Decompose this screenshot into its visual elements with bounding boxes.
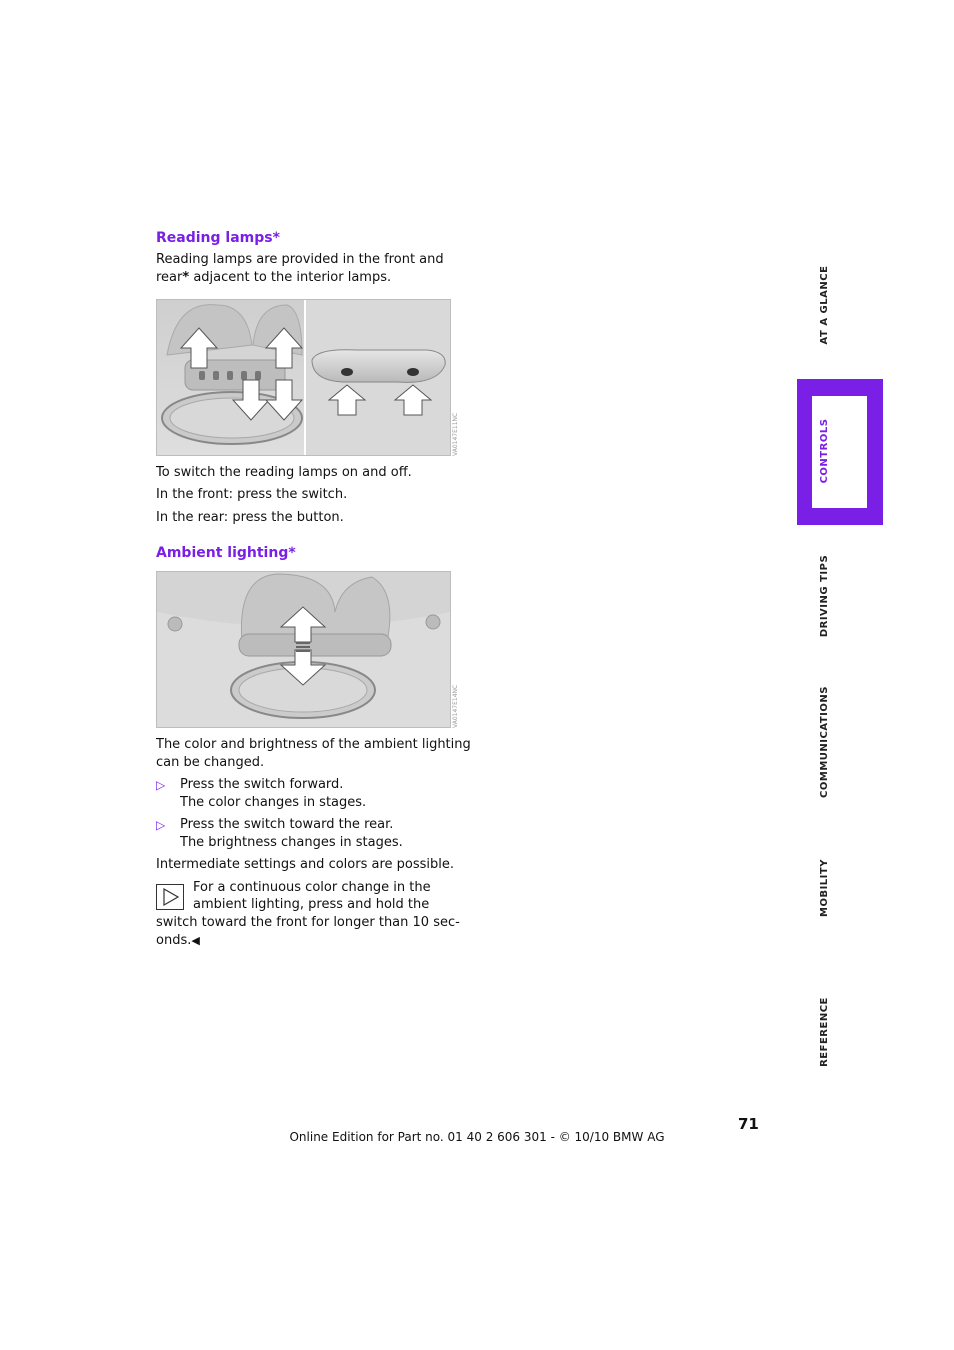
tab-communications[interactable]: COMMUNICATIONS — [819, 686, 830, 798]
tab-controls[interactable]: CONTROLS — [819, 418, 830, 484]
footer-text: Online Edition for Part no. 01 40 2 606 301 - © 10/10 BMW AG — [289, 1130, 665, 1144]
tab-reference[interactable]: REFERENCE — [819, 997, 830, 1067]
ambient-intro — [156, 736, 471, 772]
section-heading-ambient-lighting: Ambient lighting* — [156, 545, 296, 561]
ambient-after-bullets: Intermediate settings and colors are possible. — [156, 857, 454, 872]
note-line-1: For a continuous color change in the — [193, 880, 431, 895]
section-heading-reading-lamps: Reading lamps* — [156, 230, 280, 246]
intro-line-2: rear* adjacent to the interior lamps. — [156, 270, 392, 285]
note-line-4: onds.◀ — [156, 933, 200, 948]
intro-line-2: can be changed. — [156, 755, 265, 770]
note-line-2: ambient lighting, press and hold the — [193, 897, 430, 912]
bullet-line-2: The color changes in stages. — [180, 795, 367, 810]
note-line-3: switch toward the front for longer than 10 sec- — [156, 915, 460, 930]
reading-lamps-para-2: In the front: press the switch. — [156, 487, 348, 502]
reading-lamps-para-1: To switch the reading lamps on and off. — [156, 465, 412, 480]
end-marker-icon: ◀ — [191, 934, 200, 947]
note-triangle-icon — [156, 884, 184, 910]
reading-lamps-figure — [156, 299, 451, 456]
ambient-lighting-figure — [156, 571, 451, 728]
tab-driving-tips[interactable]: DRIVING TIPS — [819, 554, 830, 638]
tab-at-a-glance[interactable]: AT A GLANCE — [819, 265, 830, 345]
figure-code: VA0147E14NC — [452, 684, 459, 728]
bullet-line-1: Press the switch toward the rear. — [180, 817, 394, 832]
bullet-line-1: Press the switch forward. — [180, 777, 344, 792]
tab-mobility[interactable]: MOBILITY — [819, 859, 830, 917]
bullet-list-item — [156, 776, 456, 812]
reading-lamps-para-3: In the rear: press the button. — [156, 510, 344, 525]
figure-code: VA0147E11NC — [452, 412, 459, 456]
bullet-list-item — [156, 816, 456, 852]
reading-lamps-intro — [156, 251, 444, 287]
page-number: 71 — [738, 1115, 759, 1133]
bullet-arrow-icon: ▷ — [156, 818, 166, 832]
bullet-arrow-icon: ▷ — [156, 778, 166, 792]
bullet-line-2: The brightness changes in stages. — [180, 835, 403, 850]
intro-line-1: The color and brightness of the ambient lighting — [156, 737, 471, 752]
intro-line-1: Reading lamps are provided in the front and — [156, 252, 444, 267]
